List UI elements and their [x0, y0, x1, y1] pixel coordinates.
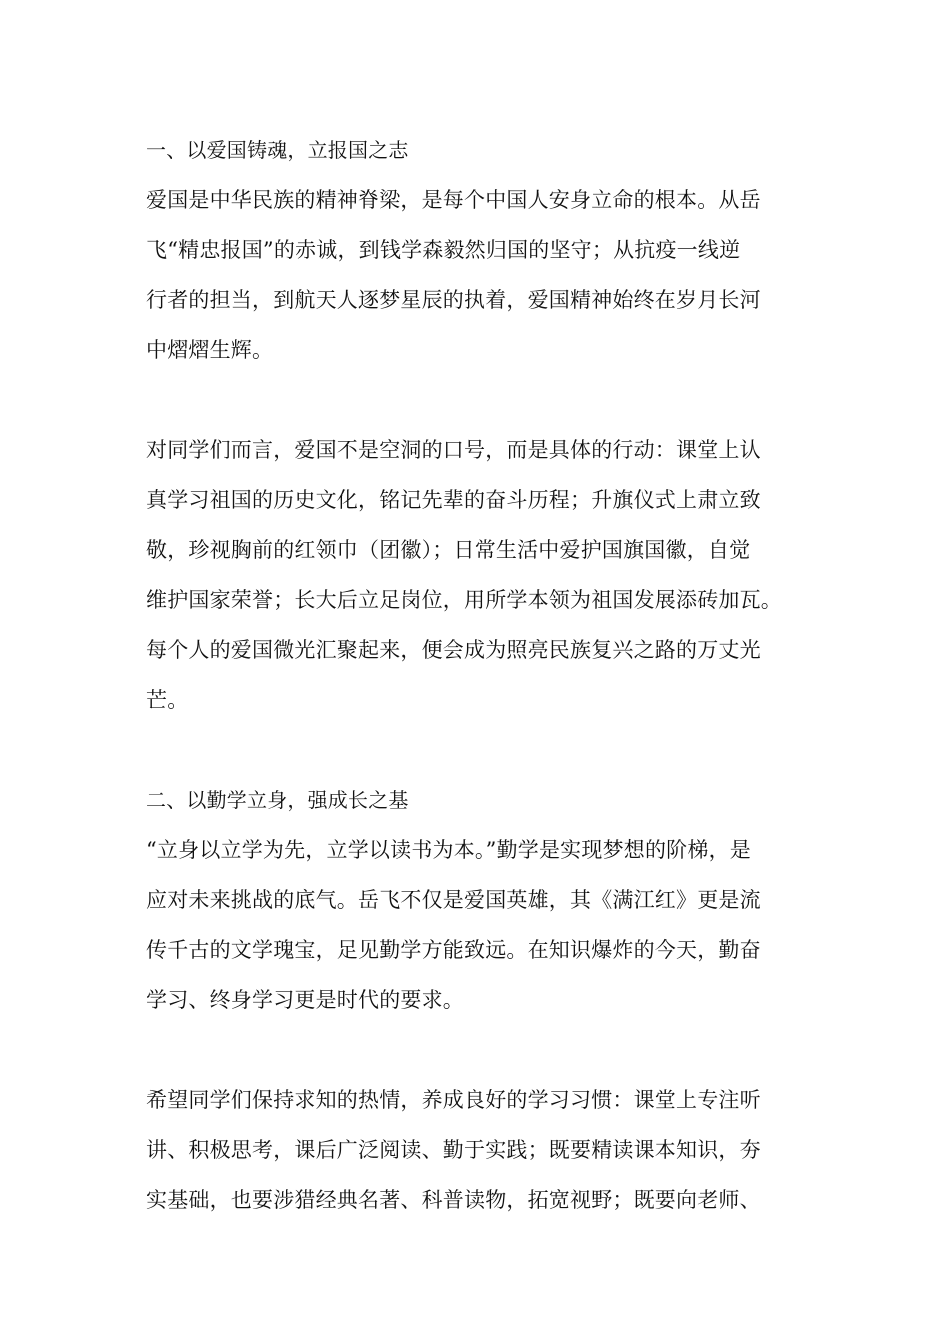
paragraph-line: 对同学们而言，爱国不是空洞的口号，而是具体的行动：课堂上认 [146, 438, 761, 462]
paragraph-line: 芒。 [146, 688, 189, 712]
paragraph-line: 中熠熠生辉。 [146, 338, 274, 362]
paragraph-line: 飞“精忠报国”的赤诚，到钱学森毅然归国的坚守；从抗疫一线逆 [146, 238, 741, 262]
paragraph-line: 希望同学们保持求知的热情，养成良好的学习习惯：课堂上专注听 [146, 1088, 761, 1112]
paragraph-line: 行者的担当，到航天人逐梦星辰的执着，爱国精神始终在岁月长河 [146, 288, 761, 312]
paragraph-line: 应对未来挑战的底气。岳飞不仅是爱国英雄，其《满江红》更是流 [146, 888, 761, 912]
paragraph-line: 学习、终身学习更是时代的要求。 [146, 988, 464, 1012]
paragraph-line: 每个人的爱国微光汇聚起来，便会成为照亮民族复兴之路的万丈光 [146, 638, 761, 662]
paragraph-line: 讲、积极思考，课后广泛阅读、勤于实践；既要精读课本知识，夯 [146, 1138, 761, 1162]
paragraph-line: 敬，珍视胸前的红领巾（团徽）；日常生活中爱护国旗国徽，自觉 [146, 538, 751, 562]
section-heading-1: 一、以爱国铸魂，立报国之志 [146, 138, 409, 162]
section-heading-2: 二、以勤学立身，强成长之基 [146, 788, 409, 812]
paragraph-line: 实基础，也要涉猎经典名著、科普读物，拓宽视野；既要向老师、 [146, 1188, 761, 1212]
paragraph-line: 真学习祖国的历史文化，铭记先辈的奋斗历程；升旗仪式上肃立致 [146, 488, 761, 512]
paragraph-line: 维护国家荣誉；长大后立足岗位，用所学本领为祖国发展添砖加瓦。 [146, 588, 782, 612]
paragraph-line: 传千古的文学瑰宝，足见勤学方能致远。在知识爆炸的今天，勤奋 [146, 938, 761, 962]
paragraph-line: 爱国是中华民族的精神脊梁，是每个中国人安身立命的根本。从岳 [146, 188, 761, 212]
paragraph-line: “立身以立学为先，立学以读书为本。”勤学是实现梦想的阶梯，是 [146, 838, 751, 862]
